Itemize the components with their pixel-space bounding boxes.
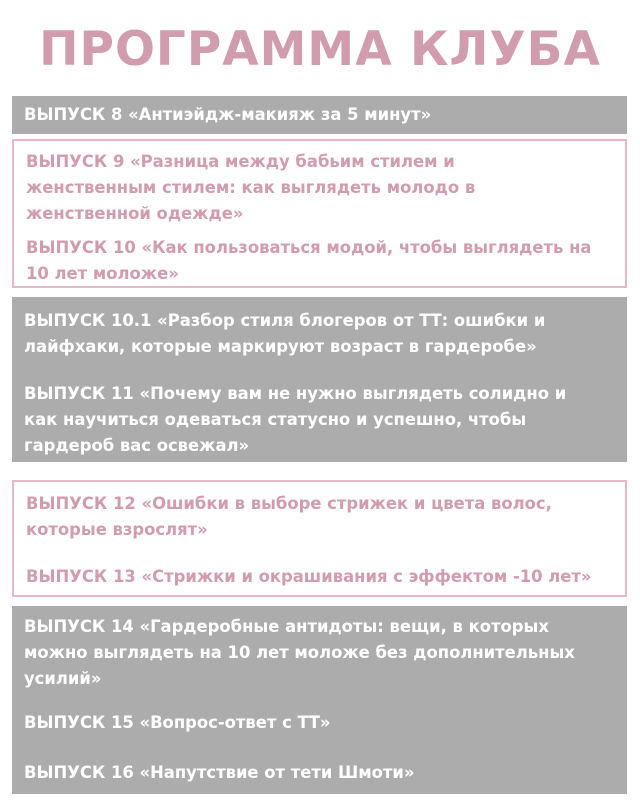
episode-9-line-1: ВЫПУСК 9 «Разница между бабьим стилем и: [26, 152, 455, 171]
episode-12: [26, 491, 619, 543]
episode-13-line-1: ВЫПУСК 13 «Стрижки и окрашивания с эффектом -10 лет»: [26, 567, 592, 586]
episode-10-1-line-1: ВЫПУСК 10.1 «Разбор стиля блогеров от ТТ: ошибки и: [24, 311, 546, 330]
episode-10-line-2: 10 лет моложе»: [26, 264, 179, 283]
episode-14: [24, 614, 621, 692]
episode-15: [24, 710, 621, 736]
episode-14-line-1: ВЫПУСК 14 «Гардеробные антидоты: вещи, в которых: [24, 617, 549, 636]
episode-10: [26, 235, 619, 287]
episode-10-1-line-2: лайфхаки, которые маркируют возраст в гардеробе»: [24, 337, 537, 356]
program-block-5: [12, 606, 627, 794]
episode-13: [26, 564, 619, 590]
episode-11-line-1: ВЫПУСК 11 «Почему вам не нужно выглядеть солидно и: [24, 384, 567, 403]
episode-11-line-3: гардероб вас освежал»: [24, 436, 250, 455]
program-block-1: [12, 96, 627, 134]
episode-9: [26, 149, 619, 227]
episode-12-line-1: ВЫПУСК 12 «Ошибки в выборе стрижек и цвета волос,: [26, 494, 552, 513]
episode-15-line-1: ВЫПУСК 15 «Вопрос-ответ с ТТ»: [24, 713, 331, 732]
program-block-3: [12, 297, 627, 462]
episode-9-line-2: женственным стилем: как выглядеть молодо в: [26, 178, 476, 197]
episode-14-line-3: усилий»: [24, 669, 102, 688]
episode-16-line-1: ВЫПУСК 16 «Напутствие от тети Шмоти»: [24, 763, 415, 782]
program-block-4: [12, 480, 627, 597]
episode-11-line-2: как научиться одеваться статусно и успешно, чтобы: [24, 410, 527, 429]
program-block-2: [12, 139, 627, 288]
episode-9-line-3: женственной одежде»: [26, 204, 244, 223]
page-title: ПРОГРАММА КЛУБА: [39, 22, 601, 77]
episode-8: [24, 102, 621, 128]
episode-16: [24, 760, 621, 786]
episode-8-line-1: ВЫПУСК 8 «Антиэйдж-макияж за 5 минут»: [24, 105, 432, 124]
episode-11: [24, 381, 621, 459]
episode-14-line-2: можно выглядеть на 10 лет моложе без дополнительных: [24, 643, 575, 662]
episode-12-line-2: которые взрослят»: [26, 520, 208, 539]
episode-10-line-1: ВЫПУСК 10 «Как пользоваться модой, чтобы выглядеть на: [26, 238, 592, 257]
episode-10-1: [24, 308, 621, 360]
